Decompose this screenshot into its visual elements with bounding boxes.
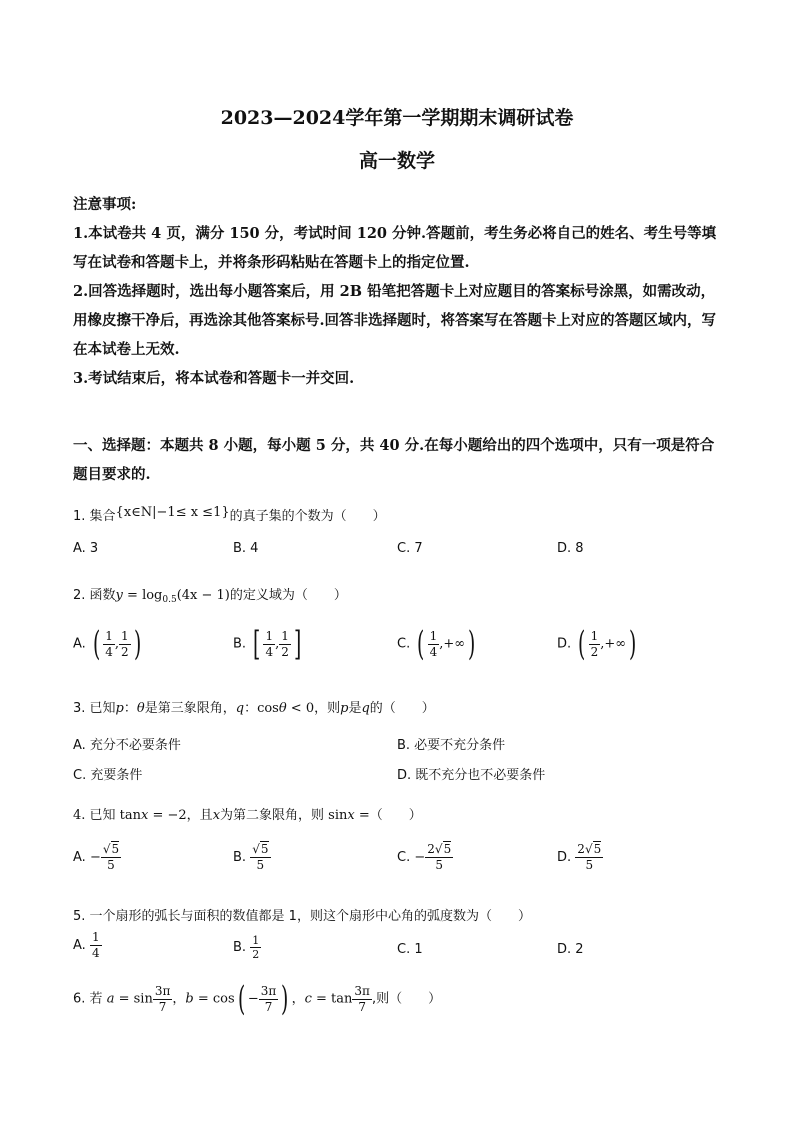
q1-option-a: A. 3 bbox=[73, 541, 99, 556]
q4-option-d bbox=[557, 842, 603, 873]
q2-c-label: C. bbox=[397, 636, 411, 652]
q6-pre: 6. 若 bbox=[73, 991, 103, 1007]
q6-a: a bbox=[106, 991, 115, 1007]
q4-a-sign: − bbox=[89, 850, 101, 865]
notes-item-3: 3.考试结束后，将本试卷和答题卡一并交回. bbox=[73, 370, 355, 387]
exam-subtitle: 高一数学 bbox=[358, 150, 435, 172]
notes-item-2: 2.回答选择题时，选出每小题答案后，用 2B 铅笔把答题卡上对应题目的答案标号涂黑，如需改动，用橡皮擦干净后，再选涂其他答案标号.回答非选择题时，将答案写在答题卡上对应的答题区域内，写在本试卷上无效. bbox=[73, 283, 717, 358]
q4-b-label: B. bbox=[233, 850, 247, 865]
q5-a-label: A. bbox=[73, 938, 86, 953]
q2-d-lparen: ( bbox=[578, 624, 586, 664]
q1-option-c: C. 7 bbox=[397, 541, 423, 556]
q5-option-d: D. 2 bbox=[557, 942, 584, 957]
q1-option-d: D. 8 bbox=[557, 541, 584, 556]
q4-option-c bbox=[397, 842, 453, 873]
q6-sep1: ， bbox=[172, 991, 186, 1007]
q3-mid5: 是 bbox=[348, 701, 362, 716]
question-1 bbox=[73, 505, 386, 524]
q6-b: b bbox=[185, 991, 194, 1007]
q4-a-frac: $\frac{√5}{5}$ bbox=[102, 842, 120, 872]
q4-pre: 4. 已知 tan bbox=[73, 808, 142, 823]
q3-mid4: < 0，则 bbox=[286, 701, 341, 716]
q5-option-b bbox=[233, 934, 261, 961]
q2-d-frac: $\frac{1}{2}$ bbox=[590, 628, 599, 659]
q6-c: c bbox=[304, 991, 312, 1007]
q2-b-frac2: $\frac{1}{2}$ bbox=[281, 628, 289, 659]
q3-theta2: θ bbox=[278, 701, 287, 716]
q4-c-sign: − bbox=[414, 850, 426, 865]
q4-x: x bbox=[141, 808, 149, 823]
q4-mid1: = −2，且 bbox=[148, 808, 213, 823]
question-2 bbox=[73, 584, 347, 605]
q6-a-eq: = sin bbox=[114, 991, 153, 1007]
q3-pre: 3. 已知 bbox=[73, 701, 116, 716]
q6-c-frac: $\frac{3\pi}{7}$ bbox=[354, 983, 370, 1014]
q5-option-c: C. 1 bbox=[397, 942, 423, 957]
q6-tail: ,则（ ） bbox=[371, 991, 442, 1007]
q3-theta: θ bbox=[136, 701, 145, 716]
q3-mid3: ：cos bbox=[244, 701, 279, 716]
question-5: 5. 一个扇形的弧长与面积的数值都是 1，则这个扇形中心角的弧度数为（ ） bbox=[73, 909, 531, 924]
q2-log-base: 0.5 bbox=[162, 595, 177, 605]
q2-d-label: D. bbox=[557, 636, 572, 652]
q6-b-lparen: ( bbox=[237, 979, 245, 1019]
q1-number: 1. 集合 bbox=[73, 509, 116, 524]
q5-a-frac: $\frac{1}{4}$ bbox=[91, 930, 100, 960]
q4-c-frac: $\frac{2√5}{5}$ bbox=[427, 842, 452, 872]
q3-option-d: D. 既不充分也不必要条件 bbox=[397, 768, 546, 783]
q2-option-b: B. [ $\frac{1}{4}$ , $\frac{1}{2}$ ] bbox=[233, 624, 302, 664]
q3-mid1: ： bbox=[123, 701, 137, 716]
q2-d-rparen: ) bbox=[629, 624, 637, 664]
q1-option-b: B. 4 bbox=[233, 541, 259, 556]
q2-b-label: B. bbox=[233, 636, 247, 652]
q2-number: 2. 函数 bbox=[73, 588, 116, 603]
q1-tail: 的真子集的个数为（ ） bbox=[229, 509, 386, 524]
q3-option-b: B. 必要不充分条件 bbox=[397, 738, 506, 753]
q3-q: q bbox=[235, 701, 245, 716]
q3-q2: q bbox=[361, 701, 370, 716]
section-1-heading: 一、选择题：本题共 8 小题，每小题 5 分，共 40 分.在每小题给出的四个选项中，只有一项是符合题目要求的. bbox=[73, 437, 715, 483]
q6-c-eq: = tan bbox=[311, 991, 353, 1007]
q5-b-label: B. bbox=[233, 940, 247, 955]
question-3 bbox=[73, 697, 435, 716]
q4-d-frac: $\frac{2√5}{5}$ bbox=[577, 842, 602, 872]
question-4 bbox=[73, 804, 422, 823]
q6-b-eq: = cos bbox=[193, 991, 235, 1007]
q2-c-rparen: ) bbox=[468, 624, 476, 664]
q2-b-rbracket: ] bbox=[293, 624, 302, 664]
q2-option-c bbox=[397, 624, 478, 664]
q6-a-frac: $\frac{3\pi}{7}$ bbox=[154, 983, 171, 1014]
q2-c-lparen: ( bbox=[417, 624, 425, 664]
q4-d-label: D. bbox=[557, 850, 572, 865]
q4-option-a bbox=[73, 842, 121, 873]
q2-y: y bbox=[115, 588, 123, 603]
question-6 bbox=[73, 979, 442, 1019]
q2-a-rparen: ) bbox=[133, 624, 141, 664]
q2-a-frac2: $\frac{1}{2}$ bbox=[120, 628, 129, 659]
q4-tail: =（ ） bbox=[354, 808, 422, 823]
q2-c-frac: $\frac{1}{4}$ bbox=[429, 628, 438, 659]
q5-b-frac: $\frac{1}{2}$ bbox=[252, 934, 260, 961]
notes-heading: 注意事项: bbox=[73, 196, 137, 213]
q3-option-a: A. 充分不必要条件 bbox=[73, 738, 181, 753]
q4-c-label: C. bbox=[397, 850, 411, 865]
q2-a-label: A. bbox=[73, 636, 86, 652]
q5-option-a bbox=[73, 930, 102, 961]
q6-b-frac: $\frac{3\pi}{7}$ bbox=[260, 983, 277, 1014]
q2-option-a: A. ( $\frac{1}{4}$ , $\frac{1}{2}$ ) bbox=[73, 624, 141, 664]
q6-b-rparen: ) bbox=[281, 979, 289, 1019]
q2-tail: 的定义域为（ ） bbox=[229, 588, 347, 603]
q3-p2: p bbox=[340, 701, 349, 716]
q4-x3: x bbox=[347, 808, 355, 823]
q2-log-arg: (4x − 1) bbox=[176, 588, 230, 603]
q3-p: p bbox=[115, 701, 124, 716]
q2-a-frac1: $\frac{1}{4}$ bbox=[105, 628, 113, 659]
q4-a-label: A. bbox=[73, 850, 86, 865]
q2-c-inf: ,+∞ bbox=[439, 636, 466, 652]
q2-b-lbracket: [ bbox=[253, 624, 261, 664]
q4-mid2: 为第二象限角，则 sin bbox=[220, 808, 348, 823]
q2-option-d bbox=[557, 624, 639, 664]
q4-b-frac: $\frac{√5}{5}$ bbox=[252, 842, 269, 872]
q1-set: {x∈N|−1≤ x ≤1} bbox=[115, 505, 230, 520]
q4-option-b bbox=[233, 842, 271, 873]
notes-item-1: 1.本试卷共 4 页，满分 150 分，考试时间 120 分钟.答题前，考生务必将自己的姓名、考生号等填写在试卷和答题卡上，并将条形码粘贴在答题卡上的指定位置. bbox=[73, 225, 717, 271]
q2-a-lparen: ( bbox=[92, 624, 101, 664]
q6-sep2: ， bbox=[291, 991, 305, 1007]
exam-title: 2023—2024学年第一学期期末调研试卷 bbox=[220, 107, 574, 129]
q3-mid2: 是第三象限角， bbox=[144, 701, 236, 716]
q2-log: = log bbox=[122, 588, 163, 603]
q2-d-inf: ,+∞ bbox=[600, 636, 627, 652]
q6-b-sign: − bbox=[247, 991, 259, 1007]
q4-x2: x bbox=[212, 808, 221, 823]
q2-b-frac1: $\frac{1}{4}$ bbox=[265, 628, 274, 659]
q3-tail: 的（ ） bbox=[369, 701, 435, 716]
q3-option-c: C. 充要条件 bbox=[73, 768, 143, 783]
